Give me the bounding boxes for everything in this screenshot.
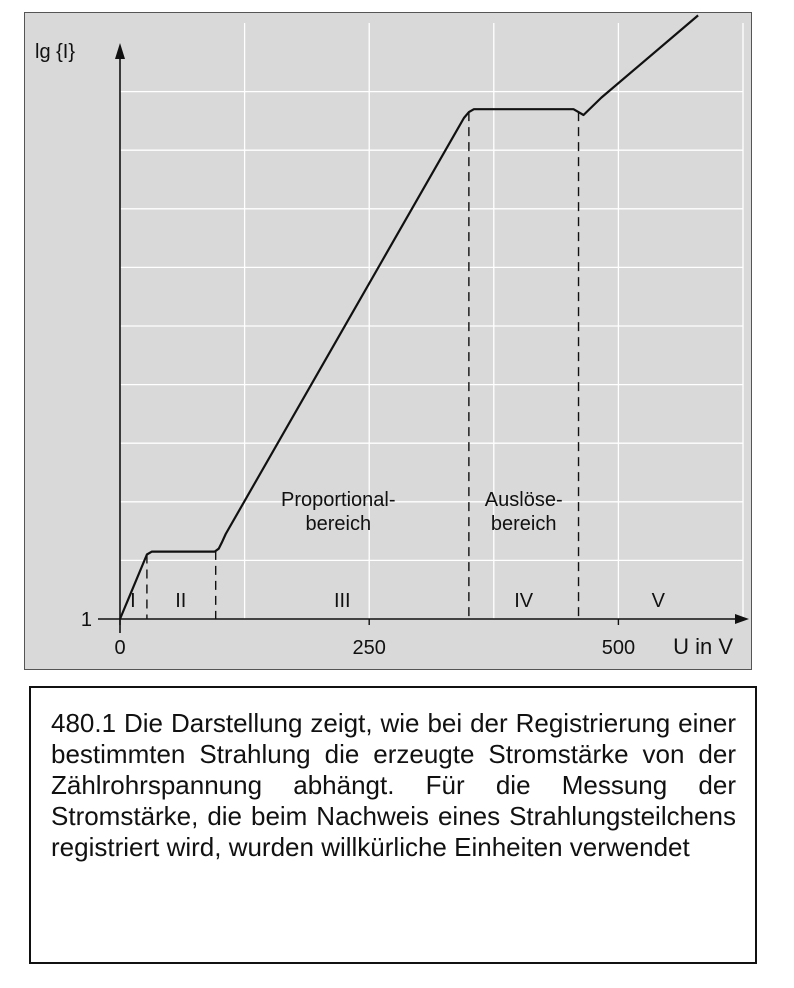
series-line bbox=[120, 15, 698, 619]
region-label: IV bbox=[514, 590, 534, 612]
y-tick-label: 1 bbox=[80, 609, 92, 631]
region-annotation-line1: Auslöse- bbox=[484, 489, 563, 511]
region-label: V bbox=[651, 590, 665, 612]
region-annotation-line2: bereich bbox=[490, 513, 557, 535]
figure-caption: 480.1 Die Darstellung zeigt, wie bei der Registrierung einer bestimmten Strahlung die erzeugte Stromstärke von der Zählrohrspannung abhängt. Für die Messung der Stromstärke, die beim Nachweis eines Strahlungsteilchens registriert wird, wurden willkürliche Einheiten verwendet bbox=[51, 708, 736, 862]
x-tick-label: 250 bbox=[352, 637, 386, 659]
region-annotation-line1: Proportional- bbox=[281, 489, 396, 511]
x-axis-label: U in V bbox=[673, 634, 733, 659]
chart-svg bbox=[25, 13, 753, 671]
region-label: I bbox=[130, 590, 136, 612]
y-axis-arrow bbox=[115, 43, 125, 59]
x-tick-label: 0 bbox=[114, 637, 126, 659]
region-annotation-line2: bereich bbox=[305, 513, 372, 535]
caption-box bbox=[29, 686, 757, 964]
region-label: II bbox=[175, 590, 187, 612]
region-label: III bbox=[333, 590, 351, 612]
figure-frame bbox=[24, 12, 752, 670]
x-tick-label: 500 bbox=[601, 637, 636, 659]
x-axis-arrow bbox=[735, 614, 749, 624]
y-axis-label: lg {I} bbox=[35, 41, 76, 63]
